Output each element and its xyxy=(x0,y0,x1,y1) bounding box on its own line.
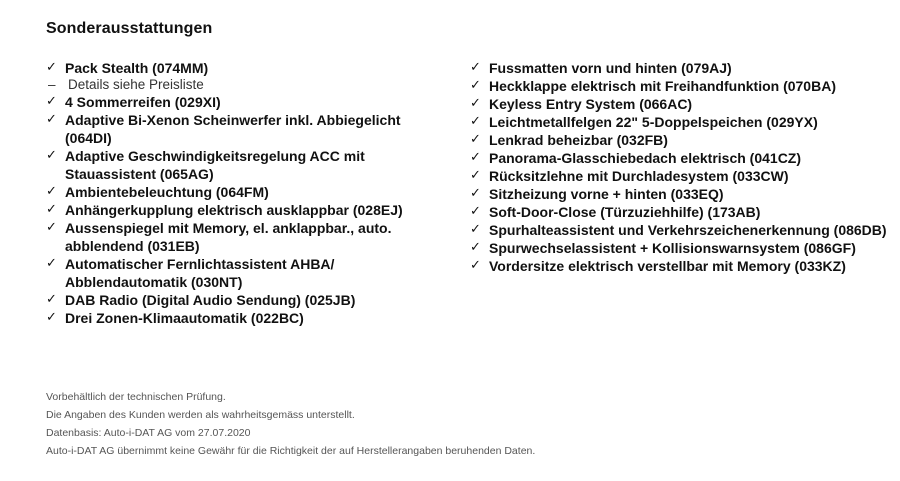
checkmark-icon: ✓ xyxy=(470,258,481,273)
equipment-label: Aussenspiegel mit Memory, el. anklappbar., auto. abblendend (031EB) xyxy=(65,220,392,254)
checkmark-icon: ✓ xyxy=(470,60,481,75)
equipment-list-left xyxy=(46,59,446,327)
checkmark-icon: ✓ xyxy=(470,96,481,111)
disclaimer-footer xyxy=(46,388,535,460)
equipment-label: Sitzheizung vorne + hinten (033EQ) xyxy=(489,186,724,202)
disclaimer-line: Datenbasis: Auto-i-DAT AG vom 27.07.2020 xyxy=(46,427,251,439)
checkmark-icon: ✓ xyxy=(46,256,57,271)
equipment-item xyxy=(46,255,446,291)
equipment-label: Heckklappe elektrisch mit Freihandfunktion (070BA) xyxy=(489,78,836,94)
equipment-label: Fussmatten vorn und hinten (079AJ) xyxy=(489,60,732,76)
checkmark-icon: ✓ xyxy=(46,184,57,199)
equipment-label: Pack Stealth (074MM) xyxy=(65,60,209,76)
checkmark-icon: ✓ xyxy=(46,202,57,217)
equipment-label: DAB Radio (Digital Audio Sendung) (025JB) xyxy=(65,292,356,308)
equipment-item xyxy=(470,95,890,113)
disclaimer-line: Die Angaben des Kunden werden als wahrheitsgemäss unterstellt. xyxy=(46,409,355,421)
equipment-label: Rücksitzlehne mit Durchladesystem (033CW) xyxy=(489,168,789,184)
equipment-item xyxy=(470,167,890,185)
equipment-label: Anhängerkupplung elektrisch ausklappbar (028EJ) xyxy=(65,202,403,218)
disclaimer-line: Vorbehältlich der technischen Prüfung. xyxy=(46,391,226,403)
checkmark-icon: ✓ xyxy=(470,204,481,219)
checkmark-icon: ✓ xyxy=(470,78,481,93)
equipment-label: Panorama-Glasschiebedach elektrisch (041CZ) xyxy=(489,150,802,166)
equipment-label: Spurwechselassistent + Kollisionswarnsystem (086GF) xyxy=(489,240,856,256)
equipment-item xyxy=(46,201,446,219)
equipment-item xyxy=(46,93,446,111)
checkmark-icon: ✓ xyxy=(470,186,481,201)
checkmark-icon: ✓ xyxy=(470,114,481,129)
equipment-item xyxy=(470,221,890,239)
equipment-item xyxy=(46,291,446,309)
checkmark-icon: ✓ xyxy=(46,310,57,325)
equipment-label: Leichtmetallfelgen 22" 5-Doppelspeichen (029YX) xyxy=(489,114,818,130)
equipment-label: 4 Sommerreifen (029XI) xyxy=(65,94,221,110)
equipment-item xyxy=(470,203,890,221)
equipment-item xyxy=(470,131,890,149)
equipment-item xyxy=(46,183,446,201)
equipment-label: Lenkrad beheizbar (032FB) xyxy=(489,132,668,148)
equipment-label: Drei Zonen-Klimaautomatik (022BC) xyxy=(65,310,304,326)
checkmark-icon: ✓ xyxy=(46,148,57,163)
equipment-item xyxy=(470,149,890,167)
checkmark-icon: ✓ xyxy=(470,240,481,255)
equipment-item xyxy=(470,77,890,95)
dash-icon: – xyxy=(48,77,56,92)
equipment-label: Adaptive Geschwindigkeitsregelung ACC mit Stauassistent (065AG) xyxy=(65,148,365,182)
section-title: Sonderausstattungen xyxy=(46,20,213,37)
checkmark-icon: ✓ xyxy=(470,168,481,183)
checkmark-icon: ✓ xyxy=(470,132,481,147)
checkmark-icon: ✓ xyxy=(470,150,481,165)
equipment-item xyxy=(46,219,446,255)
equipment-item xyxy=(46,147,446,183)
checkmark-icon: ✓ xyxy=(46,94,57,109)
equipment-label: Vordersitze elektrisch verstellbar mit Memory (033KZ) xyxy=(489,258,846,274)
checkmark-icon: ✓ xyxy=(46,112,57,127)
checkmark-icon: ✓ xyxy=(46,60,57,75)
equipment-item xyxy=(46,111,446,147)
equipment-item xyxy=(470,59,890,77)
equipment-label: Automatischer Fernlichtassistent AHBA/ Abblendautomatik (030NT) xyxy=(65,256,335,290)
equipment-item xyxy=(470,257,890,275)
equipment-label: Ambientebeleuchtung (064FM) xyxy=(65,184,269,200)
equipment-label: Keyless Entry System (066AC) xyxy=(489,96,693,112)
equipment-subitem xyxy=(46,77,446,93)
equipment-item xyxy=(46,59,446,77)
equipment-label: Soft-Door-Close (Türzuziehhilfe) (173AB) xyxy=(489,204,761,220)
checkmark-icon: ✓ xyxy=(46,292,57,307)
equipment-list-right xyxy=(470,59,890,275)
disclaimer-line: Auto-i-DAT AG übernimmt keine Gewähr für die Richtigkeit der auf Herstellerangaben beruhenden Daten. xyxy=(46,445,536,457)
equipment-item xyxy=(470,113,890,131)
equipment-label: Spurhalteassistent und Verkehrszeichenerkennung (086DB) xyxy=(489,222,887,238)
equipment-item xyxy=(470,185,890,203)
checkmark-icon: ✓ xyxy=(470,222,481,237)
equipment-item xyxy=(46,309,446,327)
checkmark-icon: ✓ xyxy=(46,220,57,235)
equipment-label: Adaptive Bi-Xenon Scheinwerfer inkl. Abbiegelicht (064DI) xyxy=(65,112,401,146)
equipment-sublabel: Details siehe Preisliste xyxy=(68,77,204,92)
equipment-item xyxy=(470,239,890,257)
